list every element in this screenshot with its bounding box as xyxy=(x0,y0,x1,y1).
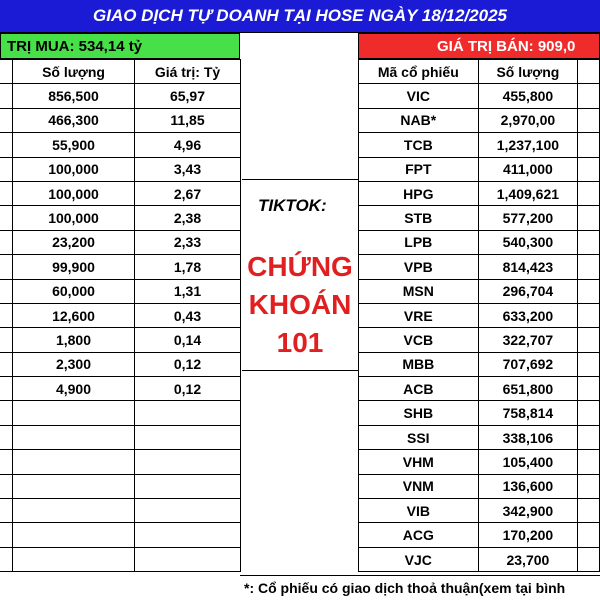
sell-quantity-cell: 1,237,100 xyxy=(478,133,578,157)
sell-quantity-cell: 296,704 xyxy=(478,279,578,303)
footnote: *: Cổ phiếu có giao dịch thoả thuận(xem tại bình xyxy=(240,575,600,600)
sell-value-cell xyxy=(578,181,600,205)
table-row xyxy=(359,352,600,376)
sell-value-cell xyxy=(578,523,600,547)
buy-quantity-cell: 60,000 xyxy=(13,279,135,303)
sell-quantity-cell: 577,200 xyxy=(478,206,578,230)
sell-value-cell xyxy=(578,547,600,571)
table-row xyxy=(0,377,241,401)
buy-quantity-cell: 466,300 xyxy=(13,108,135,132)
sell-ticker-cell: VJC xyxy=(359,547,479,571)
table-row xyxy=(0,547,241,571)
buy-quantity-cell xyxy=(13,499,135,523)
sell-quantity-cell: 707,692 xyxy=(478,352,578,376)
table-row xyxy=(359,450,600,474)
table-row xyxy=(359,303,600,327)
sell-ticker-cell: SSI xyxy=(359,425,479,449)
table-row xyxy=(0,206,241,230)
page-title: GIAO DỊCH TỰ DOANH TẠI HOSE NGÀY 18/12/2025 xyxy=(0,0,600,33)
sell-value-cell xyxy=(578,255,600,279)
table-row xyxy=(0,84,241,108)
buy-ticker-cell xyxy=(0,352,13,376)
sell-ticker-cell: LPB xyxy=(359,230,479,254)
sell-ticker-cell: HPG xyxy=(359,181,479,205)
sell-value-cell xyxy=(578,133,600,157)
buy-table-header-row xyxy=(0,60,241,84)
buy-ticker-cell xyxy=(0,401,13,425)
sell-quantity-cell: 411,000 xyxy=(478,157,578,181)
sell-quantity-cell: 814,423 xyxy=(478,255,578,279)
sell-quantity-cell: 322,707 xyxy=(478,328,578,352)
buy-ticker-cell xyxy=(0,133,13,157)
sell-value-cell xyxy=(578,328,600,352)
buy-quantity-cell: 12,600 xyxy=(13,303,135,327)
buy-value-cell xyxy=(135,450,241,474)
buy-total-header: TRỊ MUA: 534,14 tỷ xyxy=(0,33,240,59)
sell-value-cell xyxy=(578,230,600,254)
brand-line: KHOÁN xyxy=(248,289,352,320)
buy-quantity-cell: 856,500 xyxy=(13,84,135,108)
buy-quantity-cell: 1,800 xyxy=(13,328,135,352)
buy-col-value-header: Giá trị: Tỷ xyxy=(135,60,241,84)
sell-col-value-header xyxy=(578,60,600,84)
buy-ticker-cell xyxy=(0,206,13,230)
sell-table-header-row xyxy=(359,60,600,84)
buy-quantity-cell: 99,900 xyxy=(13,255,135,279)
buy-value-cell xyxy=(135,499,241,523)
table-row xyxy=(0,450,241,474)
table-row xyxy=(0,523,241,547)
table-row xyxy=(359,523,600,547)
sell-value-cell xyxy=(578,157,600,181)
sell-quantity-cell: 651,800 xyxy=(478,377,578,401)
table-row xyxy=(359,206,600,230)
sell-ticker-cell: TCB xyxy=(359,133,479,157)
sell-ticker-cell: VNM xyxy=(359,474,479,498)
buy-quantity-cell: 4,900 xyxy=(13,377,135,401)
sell-quantity-cell: 455,800 xyxy=(478,84,578,108)
buy-ticker-cell xyxy=(0,523,13,547)
sell-ticker-cell: FPT xyxy=(359,157,479,181)
table-row xyxy=(0,230,241,254)
buy-ticker-cell xyxy=(0,450,13,474)
sell-table xyxy=(358,59,600,572)
table-row xyxy=(359,279,600,303)
sell-col-ticker-header: Mã cổ phiếu xyxy=(359,60,479,84)
table-row xyxy=(0,279,241,303)
sell-value-cell xyxy=(578,401,600,425)
buy-ticker-cell xyxy=(0,499,13,523)
buy-ticker-cell xyxy=(0,474,13,498)
buy-value-cell: 1,31 xyxy=(135,279,241,303)
sell-ticker-cell: ACG xyxy=(359,523,479,547)
table-row xyxy=(0,401,241,425)
sell-quantity-cell: 758,814 xyxy=(478,401,578,425)
buy-value-cell: 2,67 xyxy=(135,181,241,205)
sell-ticker-cell: VIB xyxy=(359,499,479,523)
table-row xyxy=(0,474,241,498)
buy-quantity-cell: 100,000 xyxy=(13,206,135,230)
tiktok-label: TIKTOK: xyxy=(258,196,327,215)
sell-ticker-cell: VPB xyxy=(359,255,479,279)
buy-value-cell: 3,43 xyxy=(135,157,241,181)
table-row xyxy=(0,352,241,376)
buy-quantity-cell xyxy=(13,474,135,498)
table-row xyxy=(0,255,241,279)
sell-quantity-cell: 338,106 xyxy=(478,425,578,449)
sell-ticker-cell: SHB xyxy=(359,401,479,425)
buy-quantity-cell xyxy=(13,450,135,474)
table-row xyxy=(0,328,241,352)
buy-ticker-cell xyxy=(0,303,13,327)
buy-quantity-cell xyxy=(13,547,135,571)
sell-ticker-cell: ACB xyxy=(359,377,479,401)
sell-ticker-cell: NAB* xyxy=(359,108,479,132)
buy-ticker-cell xyxy=(0,157,13,181)
sell-quantity-cell: 342,900 xyxy=(478,499,578,523)
buy-value-cell xyxy=(135,401,241,425)
buy-ticker-cell xyxy=(0,108,13,132)
table-row xyxy=(359,377,600,401)
buy-quantity-cell xyxy=(13,523,135,547)
buy-value-cell xyxy=(135,474,241,498)
sell-ticker-cell: VIC xyxy=(359,84,479,108)
buy-ticker-cell xyxy=(0,84,13,108)
buy-value-cell: 0,12 xyxy=(135,352,241,376)
buy-quantity-cell: 2,300 xyxy=(13,352,135,376)
buy-quantity-cell xyxy=(13,425,135,449)
sell-value-cell xyxy=(578,499,600,523)
buy-quantity-cell: 23,200 xyxy=(13,230,135,254)
buy-value-cell xyxy=(135,425,241,449)
sell-value-cell xyxy=(578,303,600,327)
table-row xyxy=(0,499,241,523)
buy-quantity-cell xyxy=(13,401,135,425)
table-row xyxy=(0,133,241,157)
sell-ticker-cell: MBB xyxy=(359,352,479,376)
table-row xyxy=(0,108,241,132)
buy-quantity-cell: 55,900 xyxy=(13,133,135,157)
sell-value-cell xyxy=(578,377,600,401)
sell-quantity-cell: 105,400 xyxy=(478,450,578,474)
sell-value-cell xyxy=(578,352,600,376)
sell-value-cell xyxy=(578,84,600,108)
buy-table xyxy=(0,59,241,572)
sell-value-cell xyxy=(578,474,600,498)
table-row xyxy=(359,133,600,157)
sell-ticker-cell: STB xyxy=(359,206,479,230)
sell-col-quantity-header: Số lượng xyxy=(478,60,578,84)
buy-ticker-cell xyxy=(0,377,13,401)
buy-value-cell: 0,12 xyxy=(135,377,241,401)
buy-quantity-cell: 100,000 xyxy=(13,181,135,205)
table-row xyxy=(359,474,600,498)
sell-quantity-cell: 1,409,621 xyxy=(478,181,578,205)
table-row xyxy=(359,84,600,108)
sell-value-cell xyxy=(578,450,600,474)
sell-ticker-cell: MSN xyxy=(359,279,479,303)
sell-ticker-cell: VRE xyxy=(359,303,479,327)
buy-col-quantity-header: Số lượng xyxy=(13,60,135,84)
table-row xyxy=(359,425,600,449)
table-row xyxy=(359,401,600,425)
sell-quantity-cell: 540,300 xyxy=(478,230,578,254)
sell-quantity-cell: 633,200 xyxy=(478,303,578,327)
sell-quantity-cell: 136,600 xyxy=(478,474,578,498)
tiktok-promo-box xyxy=(242,179,358,371)
table-row xyxy=(359,108,600,132)
table-row xyxy=(359,157,600,181)
sell-quantity-cell: 2,970,00 xyxy=(478,108,578,132)
sell-ticker-cell: VCB xyxy=(359,328,479,352)
buy-value-cell: 0,43 xyxy=(135,303,241,327)
sell-value-cell xyxy=(578,108,600,132)
buy-col-ticker-header xyxy=(0,60,13,84)
buy-value-cell: 2,38 xyxy=(135,206,241,230)
brand-name xyxy=(242,248,358,362)
buy-ticker-cell xyxy=(0,279,13,303)
buy-value-cell: 11,85 xyxy=(135,108,241,132)
table-row xyxy=(359,181,600,205)
sell-ticker-cell: VHM xyxy=(359,450,479,474)
table-row xyxy=(0,181,241,205)
buy-value-cell: 2,33 xyxy=(135,230,241,254)
sell-total-header: GIÁ TRỊ BÁN: 909,0 xyxy=(358,33,600,59)
buy-ticker-cell xyxy=(0,328,13,352)
table-row xyxy=(0,157,241,181)
table-row xyxy=(359,230,600,254)
table-row xyxy=(359,255,600,279)
buy-value-cell xyxy=(135,523,241,547)
brand-line: 101 xyxy=(276,327,324,358)
buy-value-cell: 65,97 xyxy=(135,84,241,108)
table-row xyxy=(0,425,241,449)
sell-quantity-cell: 170,200 xyxy=(478,523,578,547)
buy-ticker-cell xyxy=(0,547,13,571)
sell-value-cell xyxy=(578,206,600,230)
buy-ticker-cell xyxy=(0,181,13,205)
table-row xyxy=(359,547,600,571)
buy-value-cell: 0,14 xyxy=(135,328,241,352)
sell-value-cell xyxy=(578,279,600,303)
sell-quantity-cell: 23,700 xyxy=(478,547,578,571)
table-row xyxy=(359,499,600,523)
sell-value-cell xyxy=(578,425,600,449)
table-row xyxy=(359,328,600,352)
buy-ticker-cell xyxy=(0,230,13,254)
table-row xyxy=(0,303,241,327)
buy-value-cell: 1,78 xyxy=(135,255,241,279)
buy-value-cell: 4,96 xyxy=(135,133,241,157)
buy-value-cell xyxy=(135,547,241,571)
buy-ticker-cell xyxy=(0,255,13,279)
buy-quantity-cell: 100,000 xyxy=(13,157,135,181)
buy-ticker-cell xyxy=(0,425,13,449)
brand-line: CHỨNG xyxy=(247,251,353,282)
